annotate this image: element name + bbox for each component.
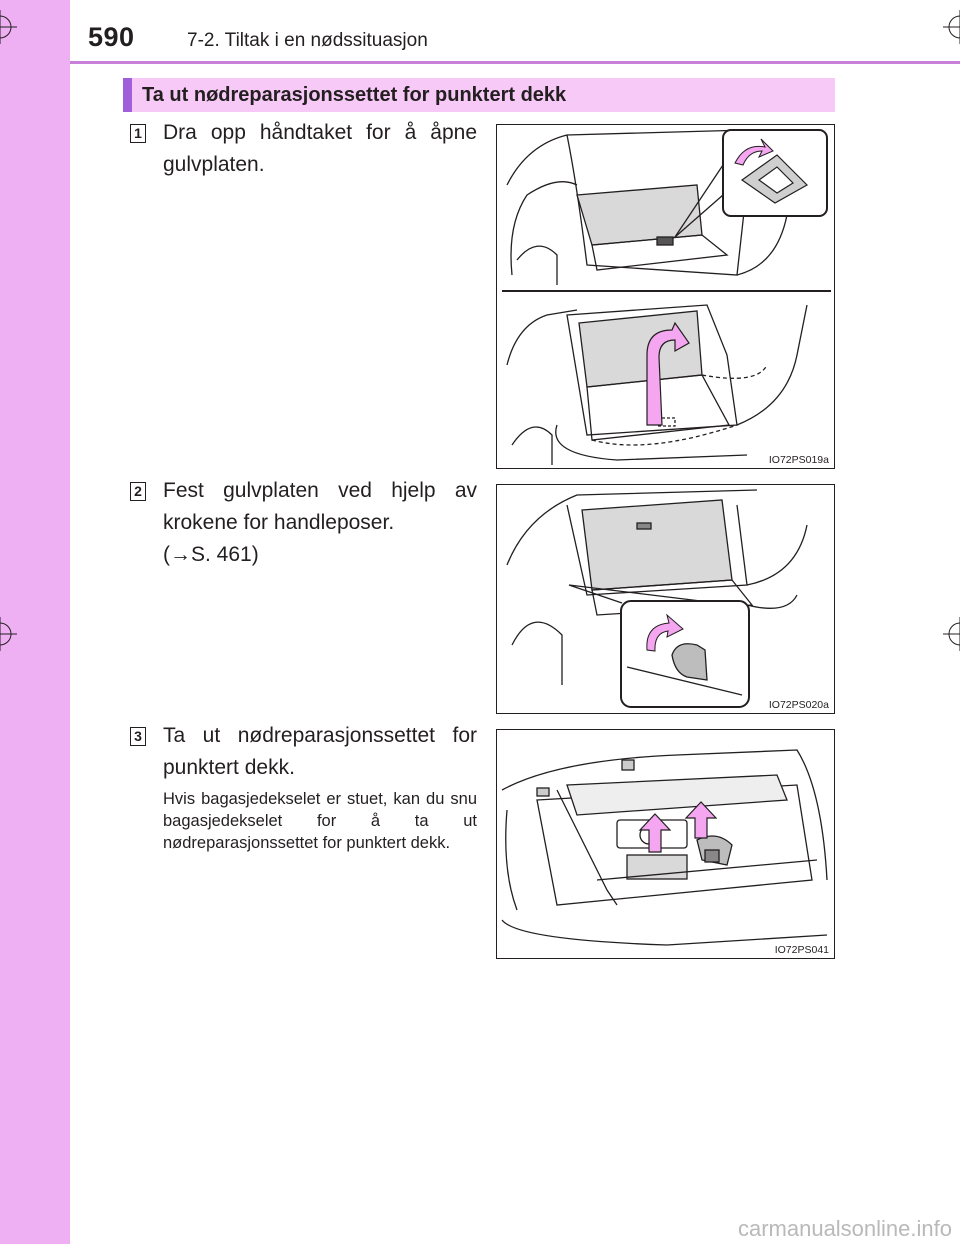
figure-step-3 bbox=[496, 729, 835, 959]
section-heading: Ta ut nødreparasjonssettet for punktert dekk bbox=[123, 78, 835, 112]
step-3-line-2: punktert dekk. bbox=[163, 756, 295, 779]
step-3-note: Hvis bagasjedekselet er stuet, kan du snu bagasjedekselet for å ta ut nødreparasjonssettet for punktert dekk. bbox=[163, 790, 477, 852]
figure-code: IO72PS019a bbox=[768, 454, 829, 466]
step-1-line-1: Dra opp håndtaket for å åpne bbox=[163, 121, 477, 144]
step-1-line-2: gulvplaten. bbox=[163, 153, 265, 176]
figure-code: IO72PS020a bbox=[768, 699, 829, 711]
figure-step-1 bbox=[496, 124, 835, 469]
step-1-text bbox=[163, 117, 477, 181]
step-3-text bbox=[163, 720, 477, 784]
registration-mark-icon bbox=[0, 10, 17, 44]
shopping-hook-illustration bbox=[497, 485, 835, 714]
watermark: carmanualsonline.info bbox=[737, 1216, 952, 1241]
page-number: 590 bbox=[88, 22, 135, 52]
figure-code: IO72PS041 bbox=[774, 944, 829, 956]
chapter-title: 7-2. Tiltak i en nødssituasjon bbox=[187, 30, 428, 51]
header-rule bbox=[70, 61, 960, 64]
registration-mark-icon bbox=[943, 10, 960, 44]
registration-mark-icon bbox=[943, 617, 960, 651]
step-number-2: 2 bbox=[130, 482, 146, 501]
step-3-line-1: Ta ut nødreparasjonssettet for bbox=[163, 724, 477, 747]
registration-mark-icon bbox=[0, 617, 17, 651]
step-number-3: 3 bbox=[130, 727, 146, 746]
repair-kit-illustration bbox=[497, 730, 835, 959]
step-2-line-2: krokene for handleposer. bbox=[163, 511, 395, 534]
step-number-1: 1 bbox=[130, 124, 146, 143]
step-2-line-3: (→S. 461) bbox=[163, 543, 259, 566]
figure-step-2 bbox=[496, 484, 835, 714]
step-2-text bbox=[163, 475, 477, 571]
trunk-floor-illustration bbox=[497, 125, 835, 469]
step-2-line-1: Fest gulvplaten ved hjelp av bbox=[163, 479, 477, 502]
